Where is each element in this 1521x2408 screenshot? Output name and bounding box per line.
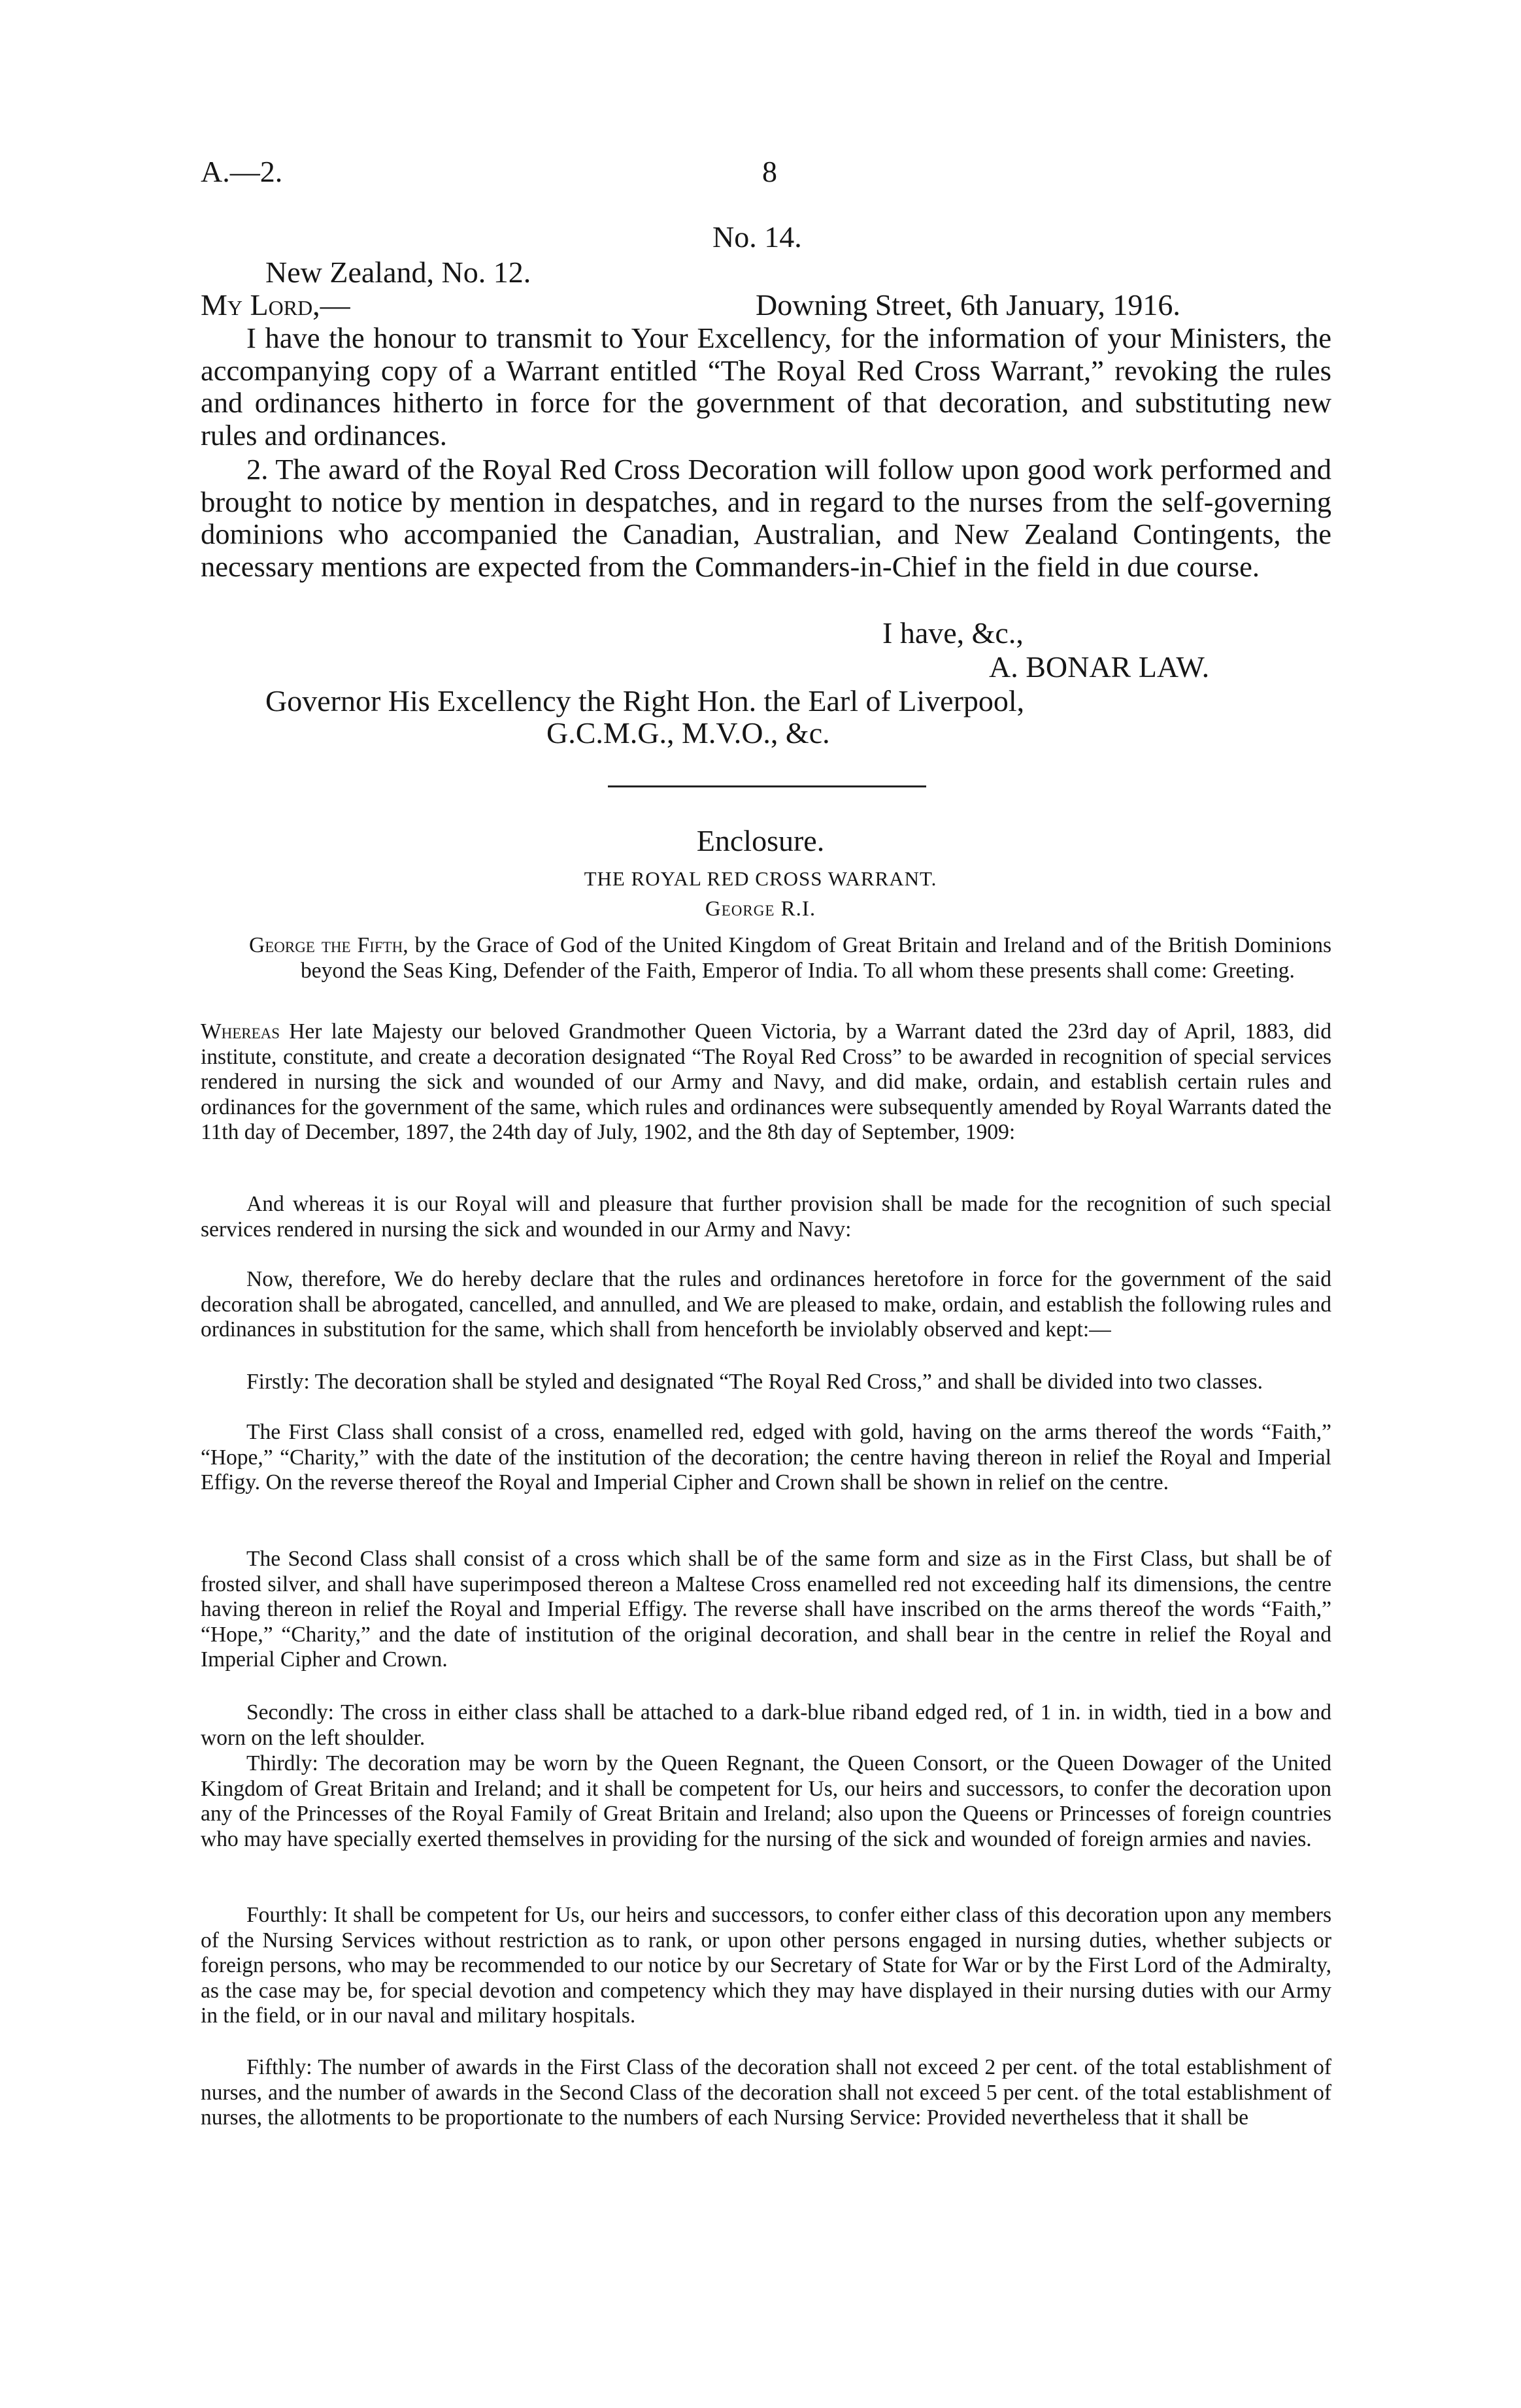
whereas-clause <box>201 1019 1331 1146</box>
warrant-title: THE ROYAL RED CROSS WARRANT. <box>584 867 937 890</box>
preamble-lead: George the Fifth, <box>249 933 409 957</box>
warrant-paragraph: Firstly: The decoration shall be styled and designated “The Royal Red Cross,” and shall be divided into two classes. <box>246 1370 1263 1394</box>
section-divider <box>608 785 926 787</box>
despatch-paragraph-2: 2. The award of the Royal Red Cross Decoration will follow upon good work performed and brought to notice by mention in despatches, and in regard to the nurses from the self-governing dominions who accompanied the Canadian, Australian, and New Zealand Contingents, the necessary mentions are expected from the Commanders-in-Chief in the field in due course. <box>201 453 1331 583</box>
warrant-paragraph: And whereas it is our Royal will and pleasure that further provision shall be made for the recognition of such special services rendered in nursing the sick and wounded in our Army and Navy: <box>201 1192 1331 1242</box>
despatch-paragraph-1: I have the honour to transmit to Your Excellency, for the information of your Ministers, the accompanying copy of a Warrant entitled “The Royal Red Cross Warrant,” revoking the rules and ordinances hitherto in force for the government of that decoration, and substituting new rules and ordinances. <box>201 322 1331 452</box>
warrant-paragraph: Thirdly: The decoration may be worn by the Queen Regnant, the Queen Consort, or the Queen Dowager of the United Kingdom of Great Britain and Ireland; and it shall be competent for Us, our heirs and successors, to confer the decoration upon any of the Princesses of the Royal Family of Great Britain and Ireland; also upon the Queens or Princesses of foreign countries who may have specially exerted themselves in providing for the nursing of the sick and wounded of foreign armies and navies. <box>201 1751 1331 1851</box>
warrant-paragraph: Fifthly: The number of awards in the First Class of the decoration shall not exceed 2 per cent. of the total establishment of nurses, and the number of awards in the Second Class of the decoration shall not exceed 5 per cent. of the total establishment of nurses, the allotments to be proportionate to the numbers of each Nursing Service: Provided nevertheless that it shall be <box>201 2055 1331 2130</box>
document-reference: A.—2. <box>201 155 283 188</box>
closing: I have, &c., <box>882 616 1024 650</box>
warrant-paragraph: Secondly: The cross in either class shall be attached to a dark-blue riband edged red, of 1 in. in width, tied in a bow and worn on the left shoulder. <box>201 1700 1331 1750</box>
preamble-text: by the Grace of God of the United Kingdom of Great Britain and Ireland and of the British Dominions beyond the Seas King, Defender of the Faith, Emperor of India. To all whom these presents shall come: Greeting. <box>301 933 1331 983</box>
addressee-line-2: G.C.M.G., M.V.O., &c. <box>546 716 830 750</box>
signature: A. BONAR LAW. <box>989 650 1210 684</box>
place-date: Downing Street, 6th January, 1916. <box>756 288 1180 322</box>
preamble <box>249 933 1331 983</box>
sovereign-signature: George R.I. <box>705 897 816 921</box>
despatch-series: New Zealand, No. 12. <box>265 256 531 289</box>
warrant-paragraph: Fourthly: It shall be competent for Us, our heirs and successors, to confer either class of this decoration upon any members of the Nursing Services without restriction as to rank, or upon other persons engaged in nursing duties, whether subjects or foreign persons, who may be recommended to our notice by our Secretary of State for War or by the First Lord of the Admiralty, as the case may be, for special devotion and competency which they may have displayed in their nursing duties with our Army in the field, or in our naval and military hospitals. <box>201 1903 1331 2028</box>
whereas-text: Her late Majesty our beloved Grandmother Queen Victoria, by a Warrant dated the 23rd day of April, 1883, did institute, constitute, and create a decoration designated “The Royal Red Cross” to be awarded in recognition of special services rendered in nursing the sick and wounded of our Army and Navy, and did make, ordain, and establish certain rules and ordinances for the government of the same, which rules and ordinances were subsequently amended by Royal Warrants dated the 11th day of December, 1897, the 24th day of July, 1902, and the 8th day of September, 1909: <box>201 1019 1331 1144</box>
whereas-lead: Whereas <box>201 1019 280 1044</box>
page-number: 8 <box>762 155 777 188</box>
despatch-number: No. 14. <box>712 220 802 254</box>
addressee-line-1: Governor His Excellency the Right Hon. the Earl of Liverpool, <box>265 684 1025 717</box>
warrant-paragraph: The Second Class shall consist of a cross which shall be of the same form and size as in the First Class, but shall be of frosted silver, and shall have superimposed thereon a Maltese Cross enamelled red not exceeding half its dimensions, the centre having thereon in relief the Royal and Imperial Effigy. The reverse shall have inscribed on the arms thereof the words “Faith,” “Hope,” “Charity,” and the date of institution of the original decoration, and shall bear in the centre in relief the Royal and Imperial Cipher and Crown. <box>201 1547 1331 1672</box>
salutation: My Lord,— <box>201 288 350 322</box>
warrant-paragraph: The First Class shall consist of a cross, enamelled red, edged with gold, having on the arms thereof the words “Faith,” “Hope,” “Charity,” with the date of the institution of the decoration; the centre having thereon in relief the Royal and Imperial Effigy. On the reverse thereof the Royal and Imperial Cipher and Crown shall be shown in relief on the centre. <box>201 1420 1331 1494</box>
enclosure-heading: Enclosure. <box>696 824 825 857</box>
warrant-paragraph: Now, therefore, We do hereby declare that the rules and ordinances heretofore in force for the government of the said decoration shall be abrogated, cancelled, and annulled, and We are pleased to make, ordain, and establish the following rules and ordinances in substitution for the same, which shall from henceforth be inviolably observed and kept:— <box>201 1267 1331 1342</box>
